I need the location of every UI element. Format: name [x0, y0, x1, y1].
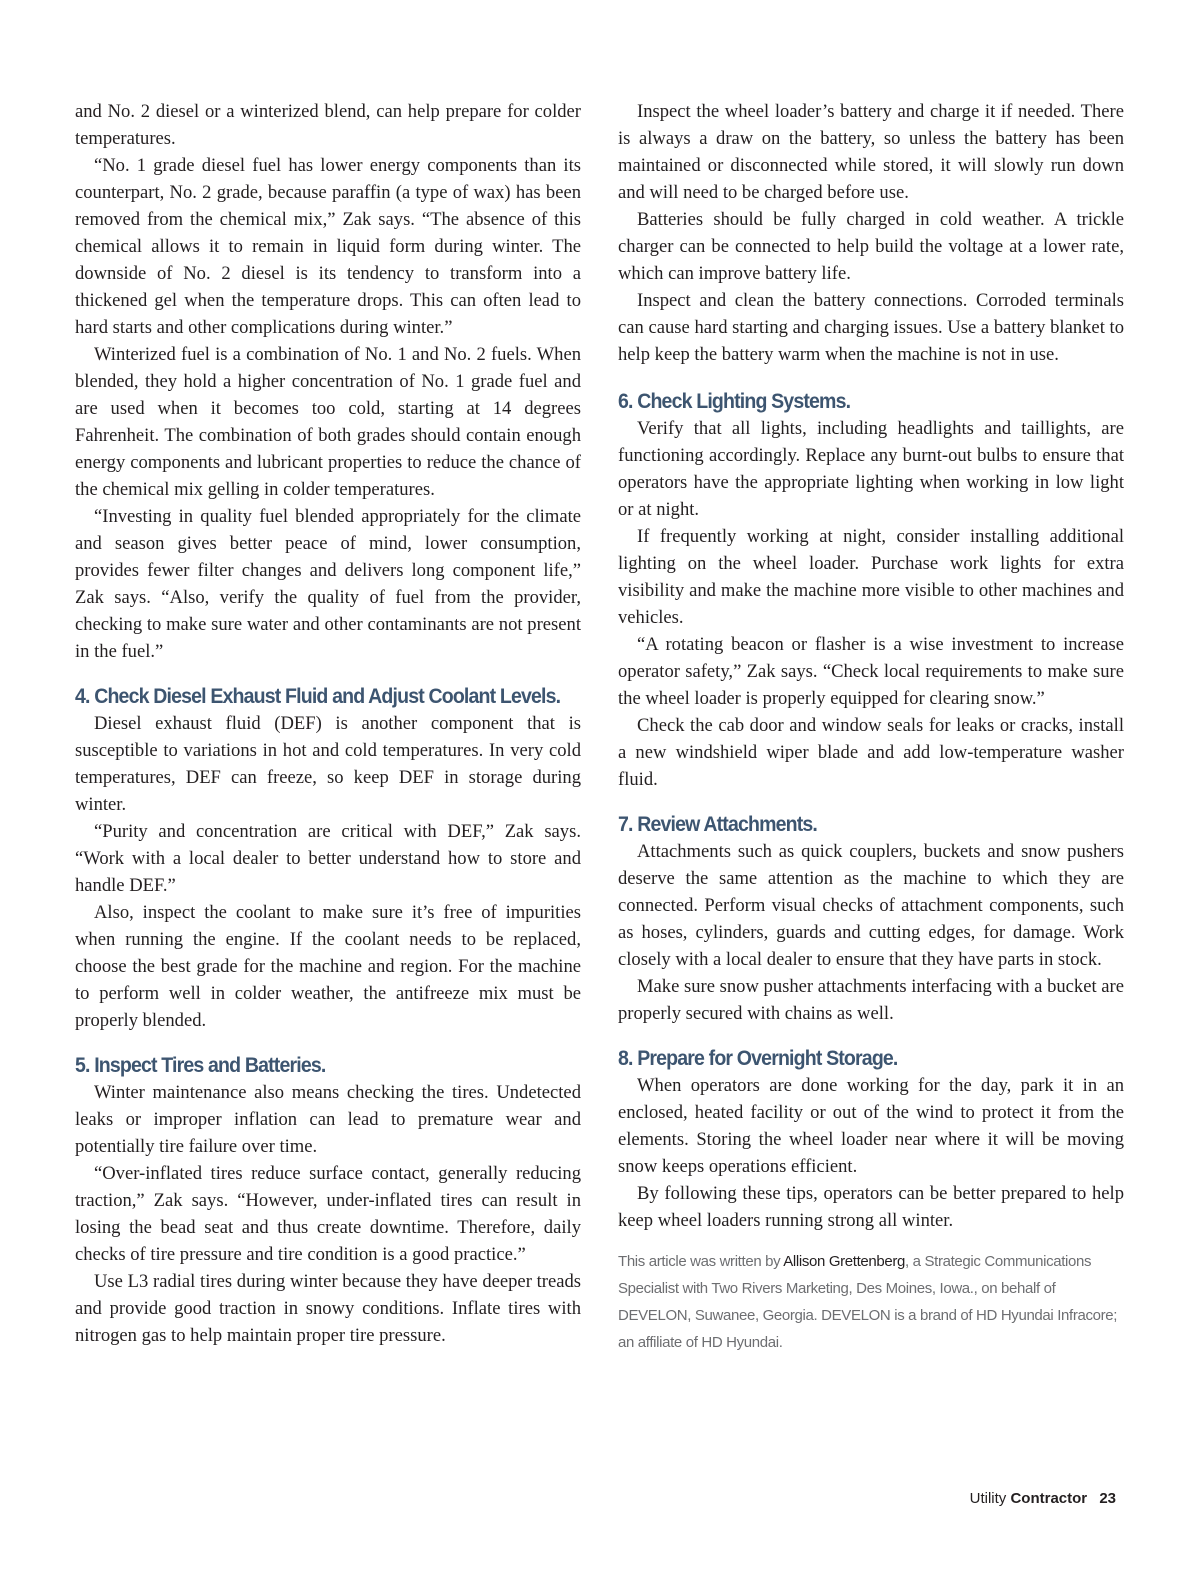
paragraph: Also, inspect the coolant to make sure it’s free of impurities when running the engine. If the coolant needs to be replaced, choose the best grade for the machine and region. For the machine to perform well in colder weather, the antifreeze mix must be properly blended. — [75, 902, 581, 1031]
paragraph: “Investing in quality fuel blended appropriately for the climate and season gives better peace of mind, lower consumption, provides fewer filter changes and delivers long component life,” Zak says. “Also, verify the quality of fuel from the provider, checking to make sure water and other contaminants are not present in the fuel.” — [75, 506, 581, 662]
paragraph: Batteries should be fully charged in cold weather. A trickle charger can be connected to help build the voltage at a lower rate, which can improve battery life. — [618, 209, 1124, 284]
author-name: Allison Grettenberg — [783, 1253, 906, 1270]
paragraph: “A rotating beacon or flasher is a wise investment to increase operator safety,” Zak says. “Check local requirements to make sure the wheel loader is properly equipped for clearing snow.” — [618, 634, 1124, 709]
magazine-name-light: Utility — [969, 1490, 1007, 1507]
left-column — [75, 98, 581, 1349]
section-heading-6: 6. Check Lighting Systems. — [618, 390, 851, 413]
paragraph: When operators are done working for the day, park it in an enclosed, heated facility or out of the wind to protect it from the elements. Storing the wheel loader near where it will be moving snow keeps operations efficient. — [618, 1075, 1124, 1177]
section-heading-7: 7. Review Attachments. — [618, 813, 818, 836]
section-heading-4: 4. Check Diesel Exhaust Fluid and Adjust Coolant Levels. — [75, 685, 561, 708]
paragraph: If frequently working at night, consider installing additional lighting on the wheel loader. Purchase work lights for extra visibility and make the machine more visible to other machines and vehicles. — [618, 526, 1124, 628]
paragraph: Use L3 radial tires during winter because they have deeper treads and provide good traction in snowy conditions. Inflate tires with nitrogen gas to help maintain proper tire pressure. — [75, 1271, 581, 1346]
paragraph: Make sure snow pusher attachments interfacing with a bucket are properly secured with chains as well. — [618, 976, 1124, 1024]
paragraph: and No. 2 diesel or a winterized blend, can help prepare for colder temperatures. — [75, 101, 581, 149]
section-heading-5: 5. Inspect Tires and Batteries. — [75, 1054, 326, 1077]
section-heading-8: 8. Prepare for Overnight Storage. — [618, 1047, 898, 1070]
paragraph: Inspect the wheel loader’s battery and charge it if needed. There is always a draw on the battery, so unless the battery has been maintained or disconnected while stored, it will slowly run down and will need to be charged before use. — [618, 101, 1124, 203]
paragraph: Verify that all lights, including headlights and taillights, are functioning accordingly. Replace any burnt-out bulbs to ensure that operators have the appropriate lighting when working in low light or at night. — [618, 418, 1124, 520]
paragraph: Attachments such as quick couplers, buckets and snow pushers deserve the same attention as the machine to which they are connected. Perform visual checks of attachment components, such as hoses, cylinders, guards and cutting edges, for damage. Work closely with a local dealer to ensure that they have parts in stock. — [618, 841, 1124, 970]
paragraph: “No. 1 grade diesel fuel has lower energy components than its counterpart, No. 2 grade, because paraffin (a type of wax) has been removed from the chemical mix,” Zak says. “The absence of this chemical allows it to remain in liquid form during winter. The downside of No. 2 diesel is its tendency to transform into a thickened gel when the temperature drops. This can often lead to hard starts and other complications during winter.” — [75, 155, 581, 338]
paragraph: Winterized fuel is a combination of No. 1 and No. 2 fuels. When blended, they hold a higher concentration of No. 1 grade fuel and are used when it becomes too cold, starting at 14 degrees Fahrenheit. The combination of both grades should contain enough energy components and lubricant properties to reduce the chance of the chemical mix gelling in colder temperatures. — [75, 344, 581, 500]
page-footer — [970, 1490, 1116, 1507]
paragraph: Check the cab door and window seals for leaks or cracks, install a new windshield wiper blade and add low-temperature washer fluid. — [618, 715, 1124, 790]
paragraph: Inspect and clean the battery connections. Corroded terminals can cause hard starting and charging issues. Use a battery blanket to help keep the battery warm when the machine is not in use. — [618, 290, 1124, 365]
credit-intro: This article was written by — [618, 1253, 784, 1270]
page-number: 23 — [1099, 1490, 1116, 1507]
paragraph: By following these tips, operators can be better prepared to help keep wheel loaders running strong all winter. — [618, 1183, 1124, 1231]
right-column — [618, 98, 1124, 1356]
author-credit — [618, 1248, 1124, 1356]
paragraph: Diesel exhaust fluid (DEF) is another component that is susceptible to variations in hot and cold temperatures. In very cold temperatures, DEF can freeze, so keep DEF in storage during winter. — [75, 713, 581, 815]
paragraph: “Purity and concentration are critical with DEF,” Zak says. “Work with a local dealer to better understand how to store and handle DEF.” — [75, 821, 581, 896]
paragraph: Winter maintenance also means checking the tires. Undetected leaks or improper inflation can lead to premature wear and potentially tire failure over time. — [75, 1082, 581, 1157]
paragraph: “Over-inflated tires reduce surface contact, generally reducing traction,” Zak says. “However, under-inflated tires can result in losing the bead seat and thus create downtime. Therefore, daily checks of tire pressure and tire condition is a good practice.” — [75, 1163, 581, 1265]
credit-details: , a Strategic Communications Specialist with Two Rivers Marketing, Des Moines, Iowa., on behalf of DEVELON, Suwanee, Georgia. DEVELON is a brand of HD Hyundai Infracore; an affiliate of HD Hyundai. — [618, 1253, 1118, 1351]
magazine-name-bold: Contractor — [1010, 1490, 1088, 1507]
